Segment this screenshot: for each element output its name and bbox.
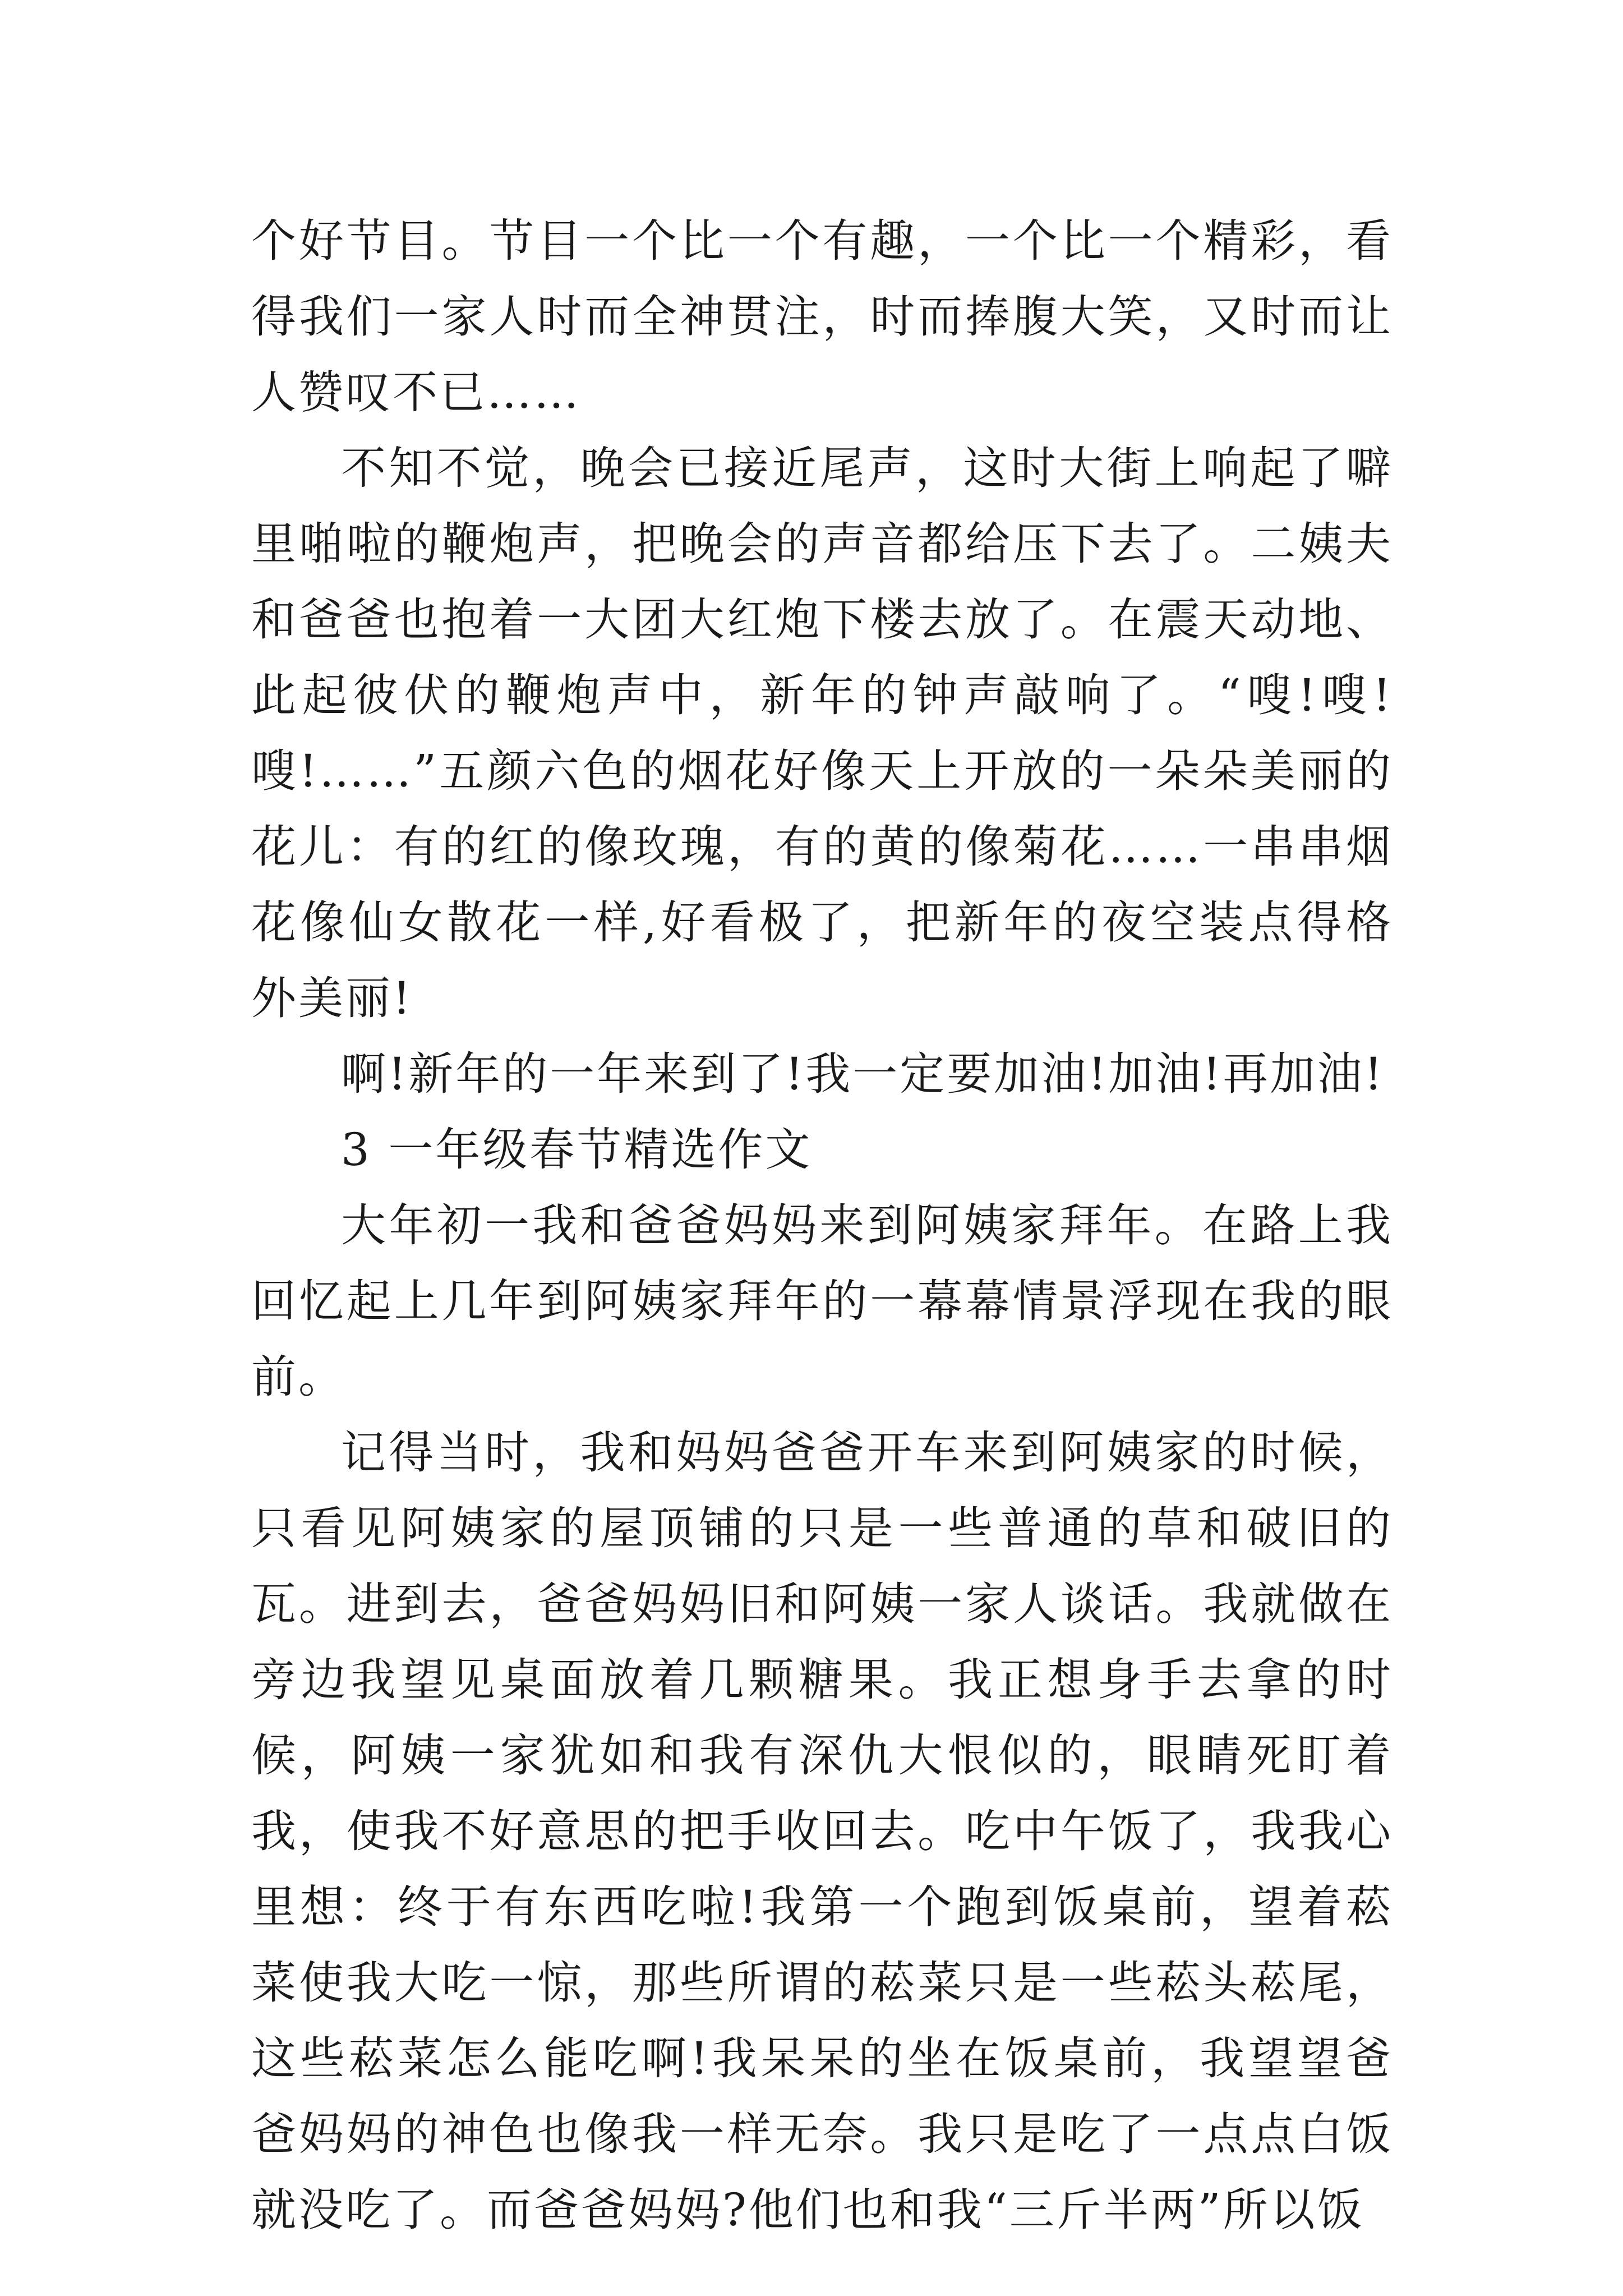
paragraph-visit: 大年初一我和爸爸妈妈来到阿姨家拜年。在路上我回忆起上几年到阿姨家拜年的一幕幕情景浮现在我的眼前。 (251, 1199, 1393, 1403)
paragraph-new-year: 啊!新年的一年来到了!我一定要加油!加油!再加油! (341, 1048, 1385, 1100)
paragraph-fireworks: 不知不觉，晚会已接近尾声，这时大街上响起了噼里啪啦的鞭炮声，把晚会的声音都给压下去了。二姨夫和爸爸也抱着一大团大红炮下楼去放了。在震天动地、此起彼伏的鞭炮声中，新年的钟声敲响了。“嗖!嗖!嗖!……”五颜六色的烟花好像天上开放的一朵朵美丽的花儿：有的红的像玫瑰，有的黄的像菊花……一串串烟花像仙女散花一样,好看极了，把新年的夜空装点得格外美丽! (251, 442, 1393, 1024)
section-heading: 3 一年级春节精选作文 (341, 1124, 813, 1176)
paragraph-continuation: 个好节目。节目一个比一个有趣，一个比一个精彩，看得我们一家人时而全神贯注，时而捧腹大笑，又时而让人赞叹不已…… (251, 215, 1393, 418)
paragraph-memory: 记得当时，我和妈妈爸爸开车来到阿姨家的时候，只看见阿姨家的屋顶铺的只是一些普通的草和破旧的瓦。进到去，爸爸妈妈旧和阿姨一家人谈话。我就做在旁边我望见桌面放着几颗糖果。我正想身手去拿的时候，阿姨一家犹如和我有深仇大恨似的，眼睛死盯着我，使我不好意思的把手收回去。吃中午饭了，我我心里想：终于有东西吃啦!我第一个跑到饭桌前，望着菘菜使我大吃一惊，那些所谓的菘菜只是一些菘头菘尾，这些菘菜怎么能吃啊!我呆呆的坐在饭桌前，我望望爸爸妈妈的神色也像我一样无奈。我只是吃了一点点白饭就没吃了。而爸爸妈妈?他们也和我“三斤半两”所以饭 (251, 1427, 1393, 2236)
essay-text (251, 203, 1393, 2248)
